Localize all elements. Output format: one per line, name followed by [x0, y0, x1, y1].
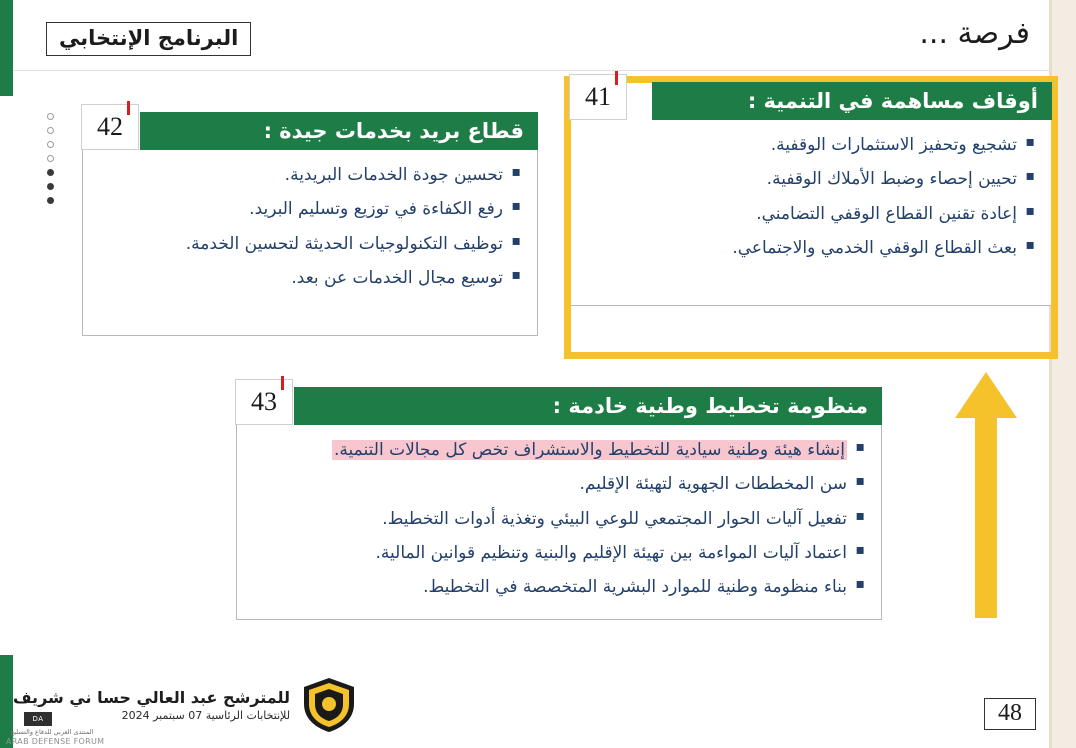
list-item: ▪ بناء منظومة وطنية للموارد البشرية المتخصصة في التخطيط.	[253, 574, 865, 600]
footer-line-1: للمترشح عبد العالي حسا ني شريف	[13, 688, 291, 707]
watermark-name: ARAB DEFENSE FORUM	[6, 737, 105, 746]
card-41-body	[570, 120, 1052, 306]
list-item: ▪ تحسين جودة الخدمات البريدية.	[99, 162, 521, 188]
card-43-header	[294, 387, 882, 425]
card-42-body	[82, 150, 538, 336]
highlighted-text: إنشاء هيئة وطنية سيادية للتخطيط والاستشراف تخص كل مجالات التنمية.	[334, 440, 845, 460]
list-item: ▪ رفع الكفاءة في توزيع وتسليم البريد.	[99, 196, 521, 222]
footer-line-2: للإنتخابات الرئاسية 07 سبتمبر 2024	[121, 709, 291, 722]
card-41-title: أوقاف مساهمة في التنمية :	[747, 89, 1038, 113]
list-item	[253, 437, 865, 463]
card-42-header	[140, 112, 538, 150]
card-41-list	[587, 132, 1035, 261]
list-item: ▪ تحيين إحصاء وضبط الأملاك الوقفية.	[587, 166, 1035, 192]
card-42-list	[99, 162, 521, 291]
card-43-body	[236, 425, 882, 620]
candidate-logo	[298, 674, 360, 736]
left-edge-bar-top	[0, 0, 13, 96]
header-badge: البرنامج الإنتخابي	[46, 22, 251, 56]
card-43-number: 43	[235, 379, 293, 425]
card-41-number: 41	[569, 74, 627, 120]
list-item: ▪ بعث القطاع الوقفي الخدمي والاجتماعي.	[587, 235, 1035, 261]
list-item: ▪ اعتماد آليات المواءمة بين تهيئة الإقليم والبنية وتنظيم قوانين المالية.	[253, 540, 865, 566]
list-item: ▪ تفعيل آليات الحوار المجتمعي للوعي البيئي وتغذية أدوات التخطيط.	[253, 506, 865, 532]
watermark-badge: DA	[24, 712, 52, 726]
page-title: فرصة ...	[919, 16, 1030, 51]
up-arrow-icon	[955, 372, 1017, 618]
list-item: ▪ تشجيع وتحفيز الاستثمارات الوقفية.	[587, 132, 1035, 158]
page-number: 48	[984, 698, 1036, 730]
list-item: ▪ توظيف التكنولوجيات الحديثة لتحسين الخدمة.	[99, 231, 521, 257]
card-41-header	[652, 82, 1052, 120]
card-43	[236, 387, 882, 620]
decorative-dots	[44, 113, 54, 211]
header-divider	[13, 70, 1049, 71]
list-item: ▪ سن المخططات الجهوية لتهيئة الإقليم.	[253, 471, 865, 497]
card-41	[570, 82, 1052, 306]
card-43-list	[253, 437, 865, 601]
watermark-subtitle: المنتدى العربي للدفاع والتسليح	[10, 728, 94, 736]
card-42	[82, 112, 538, 336]
card-42-number: 42	[81, 104, 139, 150]
right-side-band	[1052, 0, 1076, 748]
footer	[13, 666, 366, 736]
list-item: ▪ توسيع مجال الخدمات عن بعد.	[99, 265, 521, 291]
card-42-title: قطاع بريد بخدمات جيدة :	[263, 119, 524, 143]
card-43-title: منظومة تخطيط وطنية خادمة :	[552, 394, 868, 418]
list-item: ▪ إعادة تقنين القطاع الوقفي التضامني.	[587, 201, 1035, 227]
